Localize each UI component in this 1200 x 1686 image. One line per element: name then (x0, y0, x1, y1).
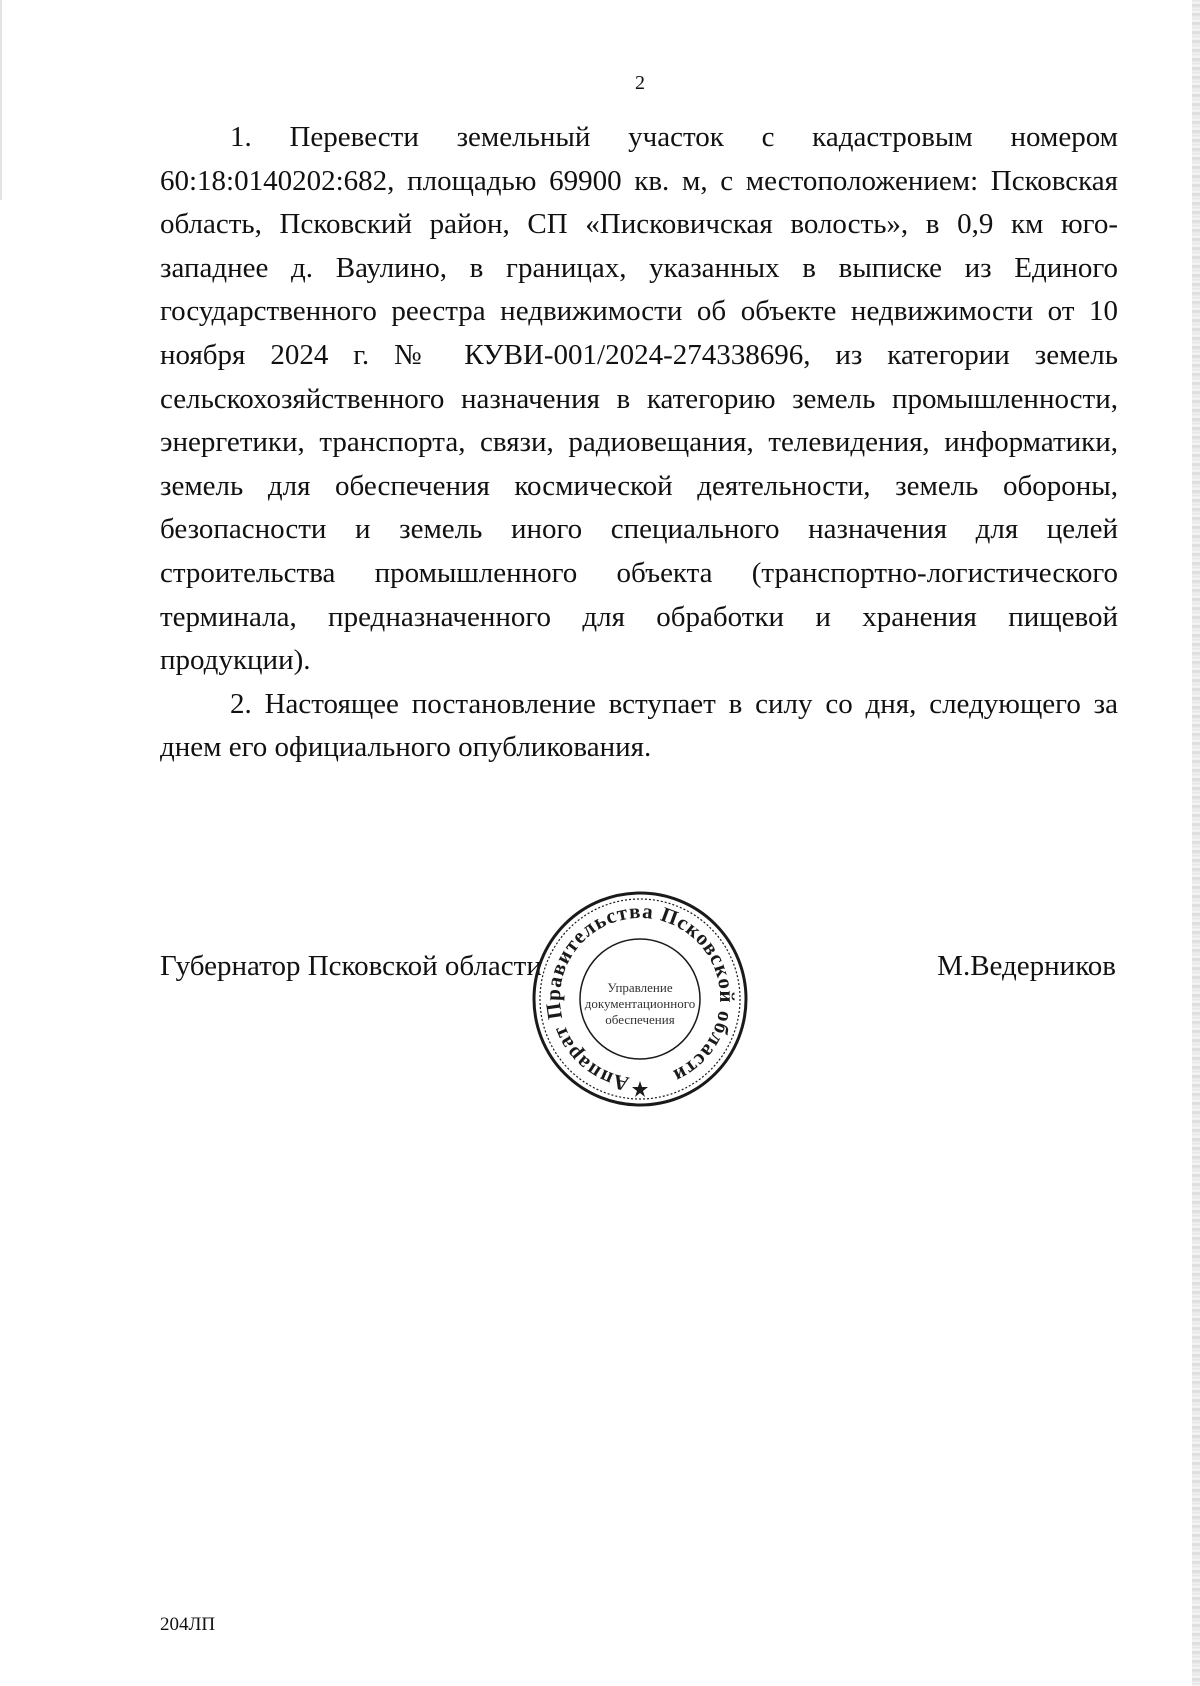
paragraph-1: 1. Перевести земельный участок с кадастровым номером 60:18:0140202:682, площадью 69900 кв. м, с местоположением: Псковская область, Псковский район, СП «Писковичская волость», в 0,9 км юго-западнее д. Ваулино, в границах, указанных в выписке из Единого государственного реестра недвижимости об объекте недвижимости от 10 ноября 2024 г. № КУВИ-001/2024-274338696, из категории земель сельскохозяйственного назначения в категорию земель промышленности, энергетики, транспорта, связи, радиовещания, телевидения, информатики, земель для обеспечения космической деятельности, земель обороны, безопасности и земель иного специального назначения для целей строительства промышленного объекта (транспортно-логистического терминала, предназначенного для обработки и хранения пищевой продукции). (160, 121, 1118, 677)
page-number: 2 (635, 72, 645, 94)
document-body (160, 116, 1118, 770)
seal-star-icon (632, 1081, 648, 1097)
signatory-name: М.Ведерников (937, 950, 1116, 982)
document-code: 204ЛП (160, 1614, 216, 1635)
scan-edge (0, 0, 2, 200)
seal-inner-line-3: обеспечения (605, 1012, 675, 1027)
official-seal-stamp (530, 888, 750, 1110)
signatory-title: Губернатор Псковской области (160, 950, 542, 982)
seal-inner-line-2: документационного (584, 996, 696, 1011)
seal-inner-line-1: Управление (607, 980, 673, 995)
seal-outer-text: Аппарат Правительства Псковской области (540, 898, 740, 1097)
paragraph-2: 2. Настоящее постановление вступает в силу со дня, следующего за днем его официального опубликования. (160, 687, 1118, 764)
scan-edge (1192, 0, 1200, 1686)
